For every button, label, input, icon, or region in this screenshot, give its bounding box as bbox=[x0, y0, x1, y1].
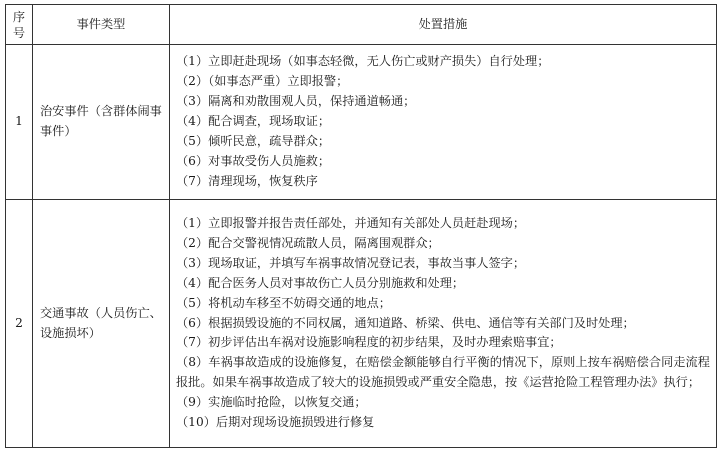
measures-header: 处置措施 bbox=[170, 5, 717, 45]
measure-item: （3）现场取证，并填写车祸事故情况登记表，事故当事人签字； bbox=[176, 255, 526, 270]
measure-item: （9）实施临时抢险，以恢复交通； bbox=[176, 395, 367, 410]
measure-item: （2）配合交警视情况疏散人员，隔离围观群众； bbox=[176, 235, 440, 250]
measure-item: （8）车祸事故造成的设施修复，在赔偿金额能够自行平衡的情况下，原则上按车祸赔偿合同走流程报批。如果车祸事故造成了较大的设施损毁或严重安全隐患，按《运营抢险工程管理办法》执行； bbox=[176, 355, 710, 390]
row-seq: 1 bbox=[6, 45, 33, 200]
measure-item: （5）倾听民意，疏导群众； bbox=[176, 133, 331, 148]
row-event-type: 交通事故（人员伤亡、设施损坏） bbox=[33, 200, 170, 448]
measure-item: （10）后期对现场设施损毁进行修复 bbox=[176, 415, 375, 430]
measure-item: （6）对事故受伤人员施救； bbox=[176, 153, 331, 168]
measure-item: （4）配合医务人员对事故伤亡人员分别施救和处理； bbox=[176, 275, 465, 290]
measure-item: （7）清理现场，恢复秩序 bbox=[176, 173, 318, 188]
table-header-row bbox=[6, 5, 717, 45]
measure-item: （3）隔离和劝散围观人员，保持通道畅通； bbox=[176, 94, 416, 109]
seq-header-line2: 号 bbox=[12, 25, 26, 40]
row-measures bbox=[170, 200, 717, 448]
incident-measures-table-container bbox=[5, 4, 716, 447]
measure-item: （6）根据损毁设施的不同权属，通知道路、桥梁、供电、通信等有关部门及时处理； bbox=[176, 315, 635, 330]
table-row bbox=[6, 200, 717, 448]
measure-item: （1）立即报警并报告责任部处，并通知有关部处人员赶赴现场； bbox=[176, 216, 526, 231]
measure-item: （1）立即赶赴现场（如事态轻微，无人伤亡或财产损失）自行处理； bbox=[176, 54, 550, 69]
measure-item: （2）（如事态严重）立即报警； bbox=[176, 74, 349, 89]
type-header: 事件类型 bbox=[33, 5, 170, 45]
seq-header-line1: 序 bbox=[12, 9, 26, 24]
measure-item: （7）初步评估出车祸对设施影响程度的初步结果，及时办理索赔事宜； bbox=[176, 335, 562, 350]
incident-measures-table bbox=[5, 4, 717, 448]
table-row bbox=[6, 45, 717, 200]
row-measures bbox=[170, 45, 717, 200]
row-event-type: 治安事件（含群体闹事事件） bbox=[33, 45, 170, 200]
row-seq: 2 bbox=[6, 200, 33, 448]
measure-item: （4）配合调查，现场取证； bbox=[176, 114, 331, 129]
measure-item: （5）将机动车移至不妨碍交通的地点； bbox=[176, 295, 391, 310]
seq-header bbox=[6, 5, 33, 45]
